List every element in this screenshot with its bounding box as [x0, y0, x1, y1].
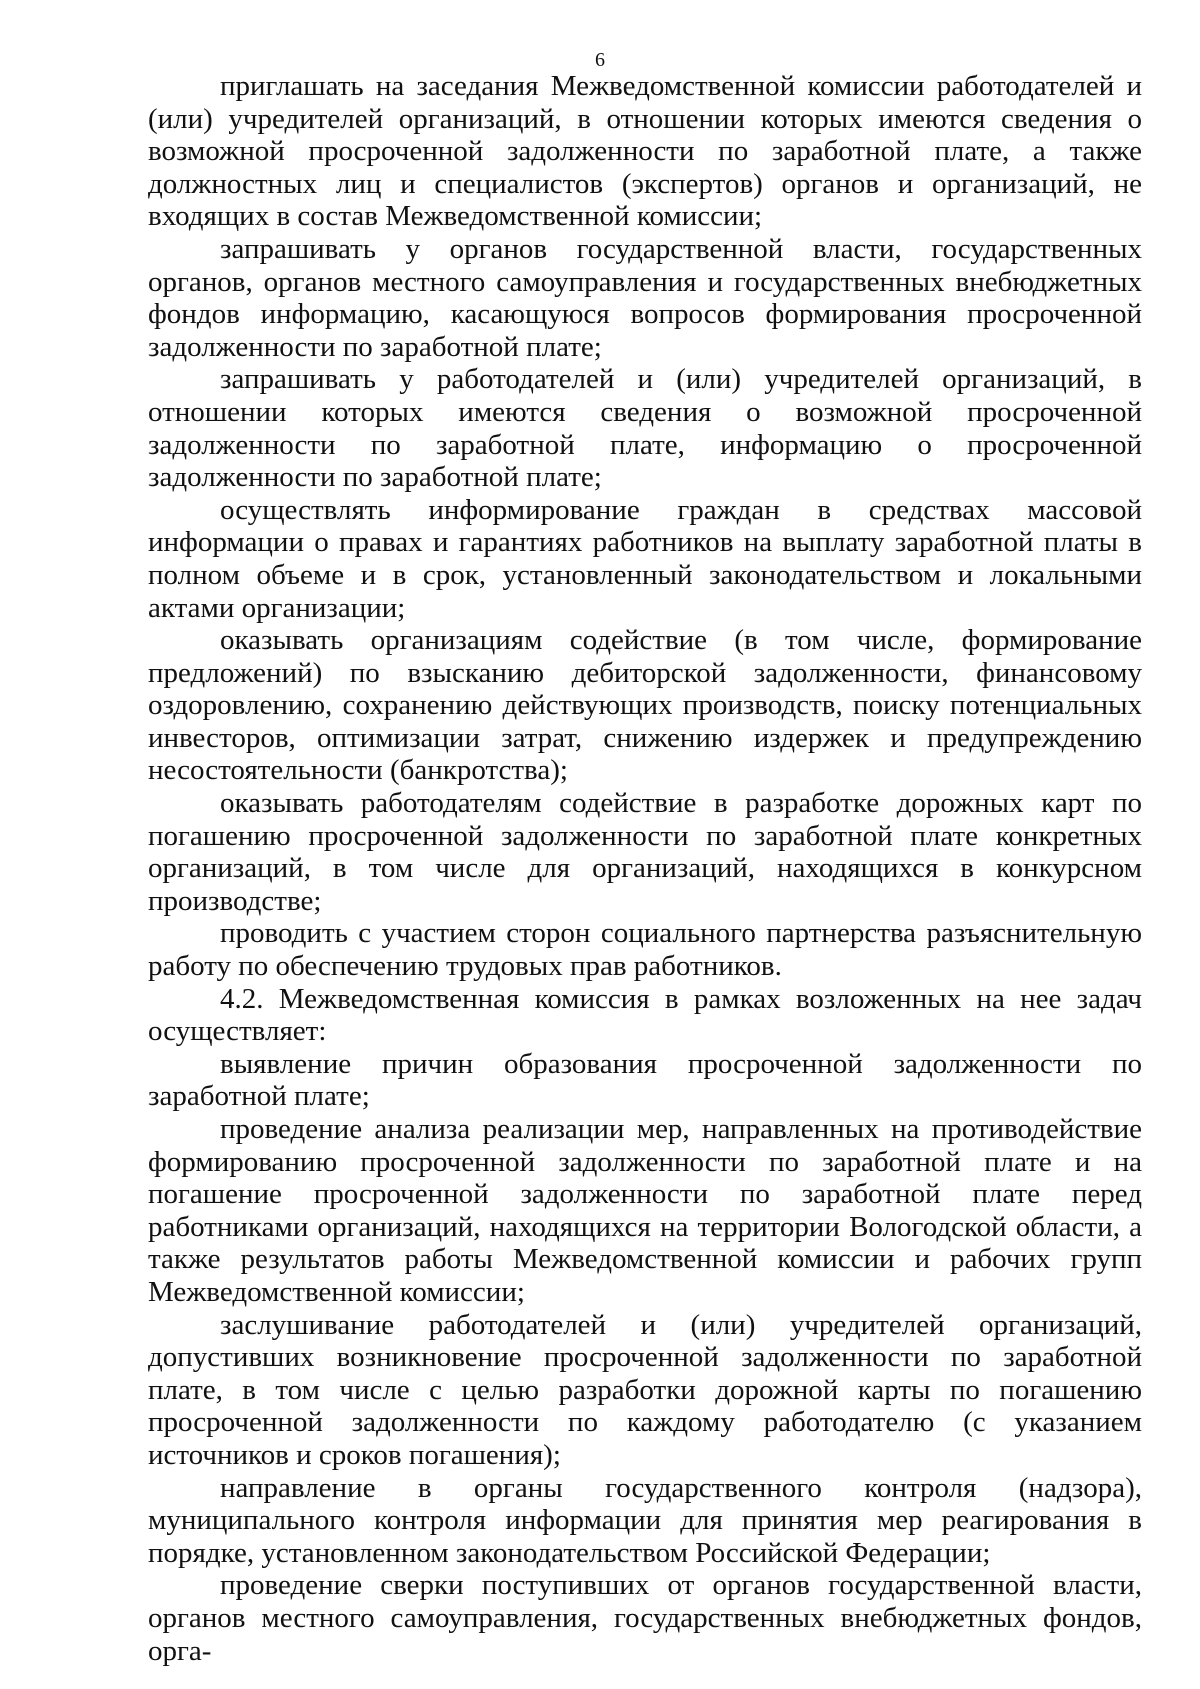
- paragraph-request-employers: запрашивать у работодателей и (или) учредителей организаций, в отношении которых имеются сведения о возможной просроченной задолженности по заработной плате, информацию о просроченной задолженности по заработной плате;: [148, 363, 1142, 494]
- paragraph-analysis: проведение анализа реализации мер, направленных на противодействие формированию просроченной задолженности по заработной плате и на погашение просроченной задолженности по заработной плате перед работниками организаций, находящихся на территории Вологодской области, а также результатов работы Межведомственной комиссии и рабочих групп Межведомственной комиссии;: [148, 1113, 1142, 1308]
- paragraph-hearing-employers: заслушивание работодателей и (или) учредителей организаций, допустивших возникновение просроченной задолженности по заработной плате, в том числе с целью разработки дорожной карты по погашению просроченной задолженности по каждому работодателю (с указанием источников и сроков погашения);: [148, 1308, 1142, 1471]
- page-number: 6: [595, 49, 605, 71]
- paragraph-identify-causes: выявление причин образования просроченной задолженности по заработной плате;: [148, 1047, 1142, 1113]
- paragraph-explanatory-work: проводить с участием сторон социального партнерства разъяснительную работу по обеспечению трудовых прав работников.: [148, 917, 1142, 983]
- paragraph-invite-employers: приглашать на заседания Межведомственной комиссии работодателей и (или) учредителей организаций, в отношении которых имеются сведения о возможной просроченной задолженности по заработной плате, а также должностных лиц и специалистов (экспертов) органов и организаций, не входящих в состав Межведомственной комиссии;: [148, 70, 1142, 233]
- paragraph-inform-citizens: осуществлять информирование граждан в средствах массовой информации о правах и гарантиях работников на выплату заработной платы в полном объеме и в срок, установленный законодательством и локальными актами организации;: [148, 493, 1142, 624]
- paragraph-request-authorities: запрашивать у органов государственной власти, государственных органов, органов местного самоуправления и государственных внебюджетных фондов информацию, касающуюся вопросов формирования просроченной задолженности по заработной плате;: [148, 232, 1142, 363]
- paragraph-reconciliation: проведение сверки поступивших от органов государственной власти, органов местного самоуправления, государственных внебюджетных фондов, орга-: [148, 1569, 1142, 1667]
- body-text: [148, 70, 1142, 1667]
- paragraph-roadmaps: оказывать работодателям содействие в разработке дорожных карт по погашению просроченной задолженности по заработной плате конкретных организаций, в том числе для организаций, находящихся в конкурсном производстве;: [148, 787, 1142, 917]
- paragraph-section-4-2: 4.2. Межведомственная комиссия в рамках возложенных на нее задач осуществляет:: [148, 982, 1142, 1048]
- paragraph-assist-organizations: оказывать организациям содействие (в том числе, формирование предложений) по взысканию дебиторской задолженности, финансовому оздоровлению, сохранению действующих производств, поиску потенциальных инвесторов, оптимизации затрат, снижению издержек и предупреждению несостоятельности (банкротства);: [148, 624, 1142, 787]
- paragraph-send-to-control: направление в органы государственного контроля (надзора), муниципального контроля информации для принятия мер реагирования в порядке, установленном законодательством Российской Федерации;: [148, 1471, 1142, 1569]
